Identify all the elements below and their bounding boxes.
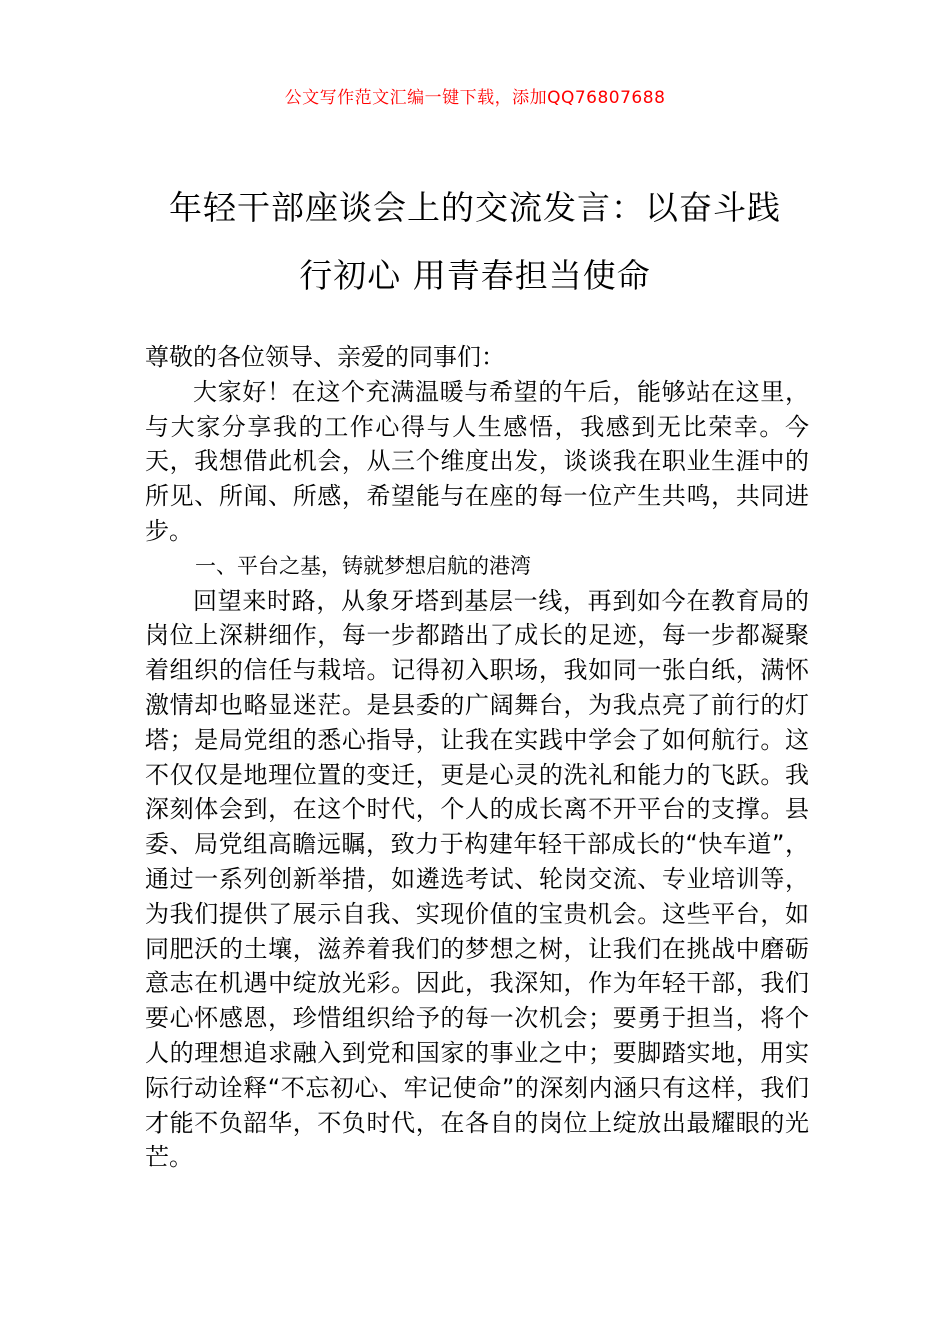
section-heading-1: 一、平台之基，铸就梦想启航的港湾 — [195, 553, 531, 578]
document-title-line-1: 年轻干部座谈会上的交流发言：以奋斗践 — [169, 188, 781, 227]
paragraph-intro: 大家好！在这个充满温暖与希望的午后，能够站在这里，与大家分享我的工作心得与人生感悟，我感到无比荣幸。今天，我想借此机会，从三个维度出发，谈谈我在职业生涯中的所见、所闻、所感，希望能与在座的每一位产生共鸣，共同进步。 — [145, 377, 809, 545]
document-body — [145, 340, 809, 1175]
salutation: 尊敬的各位领导、亲爱的同事们： — [145, 343, 505, 371]
document-title-line-2: 行初心 用青春担当使命 — [299, 256, 651, 295]
paragraph-section-1: 回望来时路，从象牙塔到基层一线，再到如今在教育局的岗位上深耕细作，每一步都踏出了成长的足迹，每一步都凝聚着组织的信任与栽培。记得初入职场，我如同一张白纸，满怀激情却也略显迷茫。是县委的广阔舞台，为我点亮了前行的灯塔；是局党组的悉心指导，让我在实践中学会了如何航行。这不仅仅是地理位置的变迁，更是心灵的洗礼和能力的飞跃。我深刻体会到，在这个时代，个人的成长离不开平台的支撑。县委、局党组高瞻远瞩，致力于构建年轻干部成长的“快车道”，通过一系列创新举措，如遴选考试、轮岗交流、专业培训等，为我们提供了展示自我、实现价值的宝贵机会。这些平台，如同肥沃的土壤，滋养着我们的梦想之树，让我们在挑战中磨砺意志在机遇中绽放光彩。因此，我深知，作为年轻干部，我们要心怀感恩，珍惜组织给予的每一次机会；要勇于担当，将个人的理想追求融入到党和国家的事业之中；要脚踏实地，用实际行动诠释“不忘初心、牢记使命”的深刻内涵只有这样，我们才能不负韶华，不负时代，在各自的岗位上绽放出最耀眼的光芒。 — [145, 586, 809, 1172]
document-title — [140, 174, 810, 310]
watermark-banner: 公文写作范文汇编一键下载，添加QQ76807688 — [284, 88, 666, 108]
